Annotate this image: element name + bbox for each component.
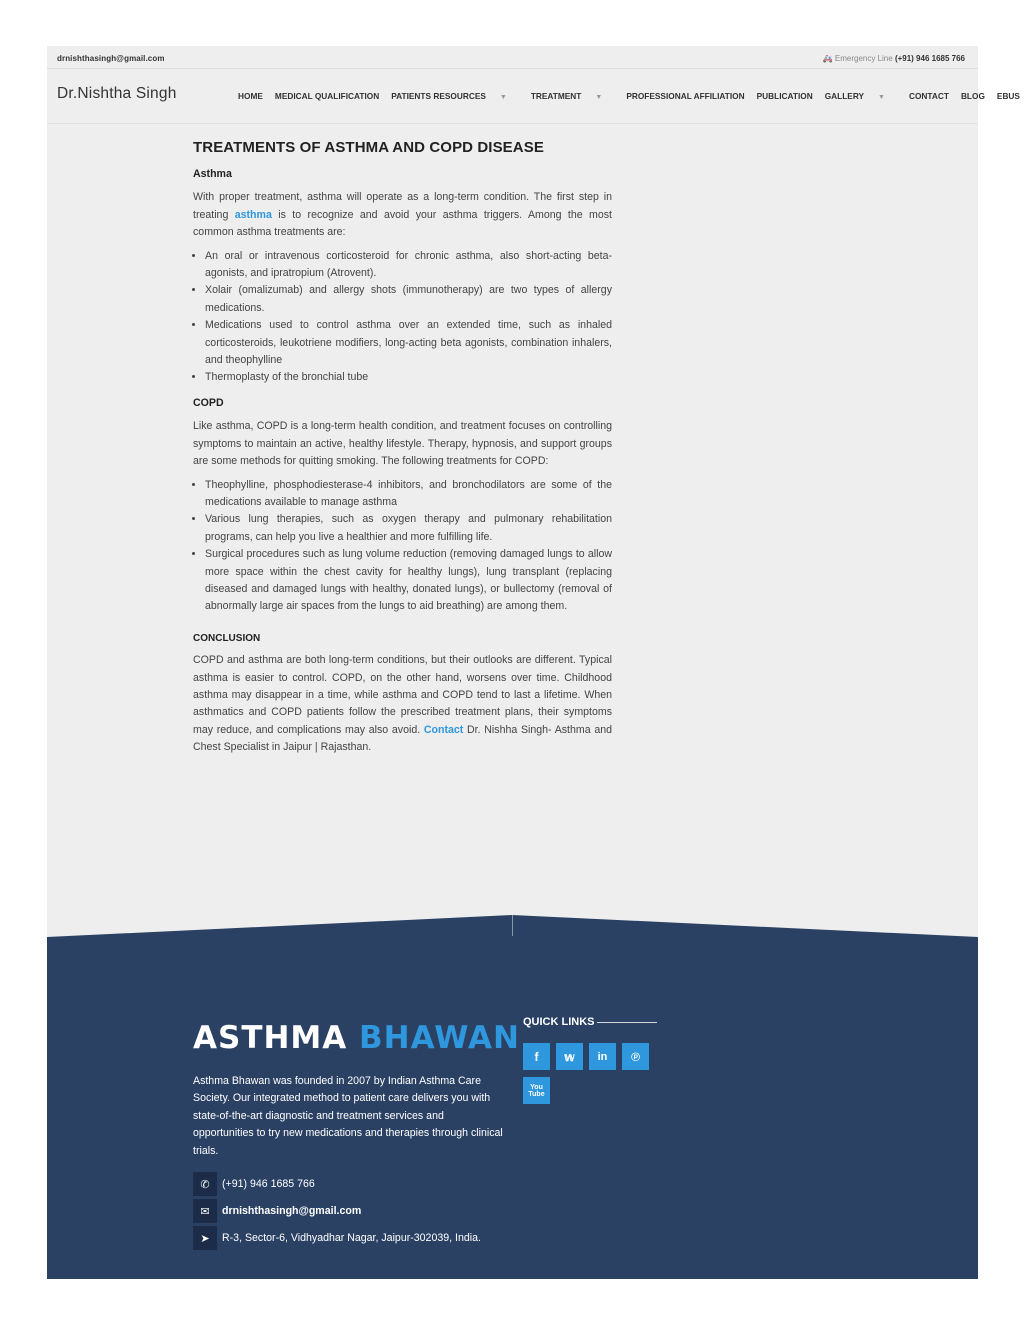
asthma-text-2: is to recognize and avoid your asthma triggers. Among the most common asthma treatments are: [193,208,613,239]
copd-paragraph: Like asthma, COPD is a long-term health condition, and treatment focuses on controlling symptoms to maintain an active, healthy lifestyle. Therapy, hypnosis, and support groups are some methods for quitting smoking. The following treatments for COPD: [193,420,612,468]
nav-treatment-label: TREATMENT [530,91,582,101]
list-item: • Various lung therapies, such as oxygen therapy and pulmonary rehabilitation programs, can help you live a healthier and more fulfilling life. [205,511,612,546]
footer-email[interactable]: drnishthasingh@gmail.com [222,1205,362,1217]
contact-link[interactable]: Contact [423,723,464,736]
facebook-icon[interactable]: f [523,1043,550,1070]
nav-gallery[interactable] [825,91,897,101]
article-title: TREATMENTS OF ASTHMA AND COPD DISEASE [193,139,544,156]
phone-icon: ✆ [193,1172,217,1196]
nav-medical-qualification[interactable]: MEDICAL QUALIFICATION [274,91,380,101]
nav-treatment[interactable] [531,91,614,101]
page [47,46,1020,1279]
chevron-down-icon: ▼ [878,94,885,101]
footer-about: Asthma Bhawan was founded in 2007 by Indian Asthma Care Society. Our integrated method to patient care delivers you with state-of-the-art diagnostic and treatment services and opportunities to try new medications and therapies through clinical trials. [193,1075,503,1157]
asthma-treatment-list [193,248,612,387]
nav-patients-resources[interactable] [391,91,519,101]
nav-contact[interactable]: CONTACT [908,91,949,101]
conclusion-text-1: COPD and asthma are both long-term conditions, but their outlooks are different. Typical asthma is easier to control. COPD, on the other hand, worsens over time. Childhood asthma may disappear in a time, while asthma and COPD tend to last a lifetime. When asthmatics and COPD patients follow the prescribed treatment plans, their symptoms may reduce, and complications may also avoid. [193,654,612,736]
footer-address: R-3, Sector-6, Vidhyadhar Nagar, Jaipur-302039, India. [222,1232,481,1244]
top-bar [47,46,978,69]
quick-links-label: QUICK LINKS [523,1016,595,1028]
youtube-icon[interactable]: You Tube [523,1077,550,1104]
asthma-bhawan-logo[interactable] [193,1020,520,1056]
list-item: • Surgical procedures such as lung volume reduction (removing damaged lungs to allow more space within the chest cavity for healthy lungs), lung transplant (replacing diseased and damaged lungs with healthy, donated lungs), or bullectomy (removal of abnormally large air spaces from the lungs to aid breathing) are among them. [205,546,612,616]
chevron-down-icon: ▼ [499,94,507,101]
ambulance-icon: 🚑 [822,54,833,63]
location-arrow-icon: ➤ [193,1226,217,1250]
conclusion-text-2: Dr. Nishha Singh- Asthma and Chest Specialist in Jaipur | Rajasthan. [193,723,612,754]
nav-patients-label: PATIENTS RESOURCES [391,91,486,101]
asthma-link[interactable]: asthma [234,208,272,221]
nav-publication[interactable]: PUBLICATION [756,91,813,101]
topbar-email-link[interactable]: drnishthasingh@gmail.com [57,54,165,63]
nav-home[interactable]: HOME [238,91,263,101]
main-nav [238,91,1020,101]
article [193,138,612,763]
site-brand[interactable]: Dr.Nishtha Singh [57,85,177,102]
emergency-number[interactable]: (+91) 946 1685 766 [894,54,965,63]
heading-underline [597,1022,657,1023]
conclusion-heading: CONCLUSION [193,632,261,644]
asthma-paragraph [193,189,612,241]
copd-heading: COPD [193,396,224,409]
quick-links-heading [523,1016,657,1028]
footer-email-row [193,1199,361,1223]
nav-blog[interactable]: BLOG [960,91,985,101]
list-item: • Medications used to control asthma over an extended time, such as inhaled corticosteroids, leukotriene modifiers, long-acting beta agonists, combination inhalers, and theophylline [205,317,612,369]
list-item: • Xolair (omalizumab) and allergy shots (immunotherapy) are two types of allergy medications. [205,282,612,317]
asthma-text-1: With proper treatment, asthma will operate as a long-term condition. The first step in treating [193,191,612,221]
nav-gallery-label: GALLERY [824,91,865,101]
list-item: • Thermoplasty of the bronchial tube [205,369,612,386]
main-navbar [47,69,1020,124]
asthma-heading: Asthma [193,168,232,180]
footer-phone-row [193,1172,315,1196]
logo-text-blue: BHAWAN [359,1020,520,1056]
nav-ebus[interactable]: EBUS [996,91,1020,101]
list-item: • Theophylline, phosphodiesterase-4 inhibitors, and bronchodilators are some of the medications available to manage asthma [205,477,612,512]
site-footer [47,937,978,1279]
footer-phone[interactable]: (+91) 946 1685 766 [222,1178,315,1190]
chevron-down-icon: ▼ [595,94,603,101]
emergency-line [823,54,965,63]
emergency-label: Emergency Line [834,54,893,63]
pinterest-icon[interactable]: ℗ [622,1043,649,1070]
nav-professional-affiliation[interactable]: PROFESSIONAL AFFILIATION [626,91,745,101]
list-item: • An oral or intravenous corticosteroid for chronic asthma, also short-acting beta-agonists, and ipratropium (Atrovent). [205,248,612,283]
linkedin-icon[interactable]: in [589,1043,616,1070]
logo-text-white: ASTHMA [193,1020,348,1056]
footer-address-row [193,1226,481,1250]
twitter-icon[interactable]: 𝕨 [556,1043,583,1070]
conclusion-paragraph [193,652,612,756]
envelope-icon: ✉ [193,1199,217,1223]
copd-treatment-list [193,477,612,616]
